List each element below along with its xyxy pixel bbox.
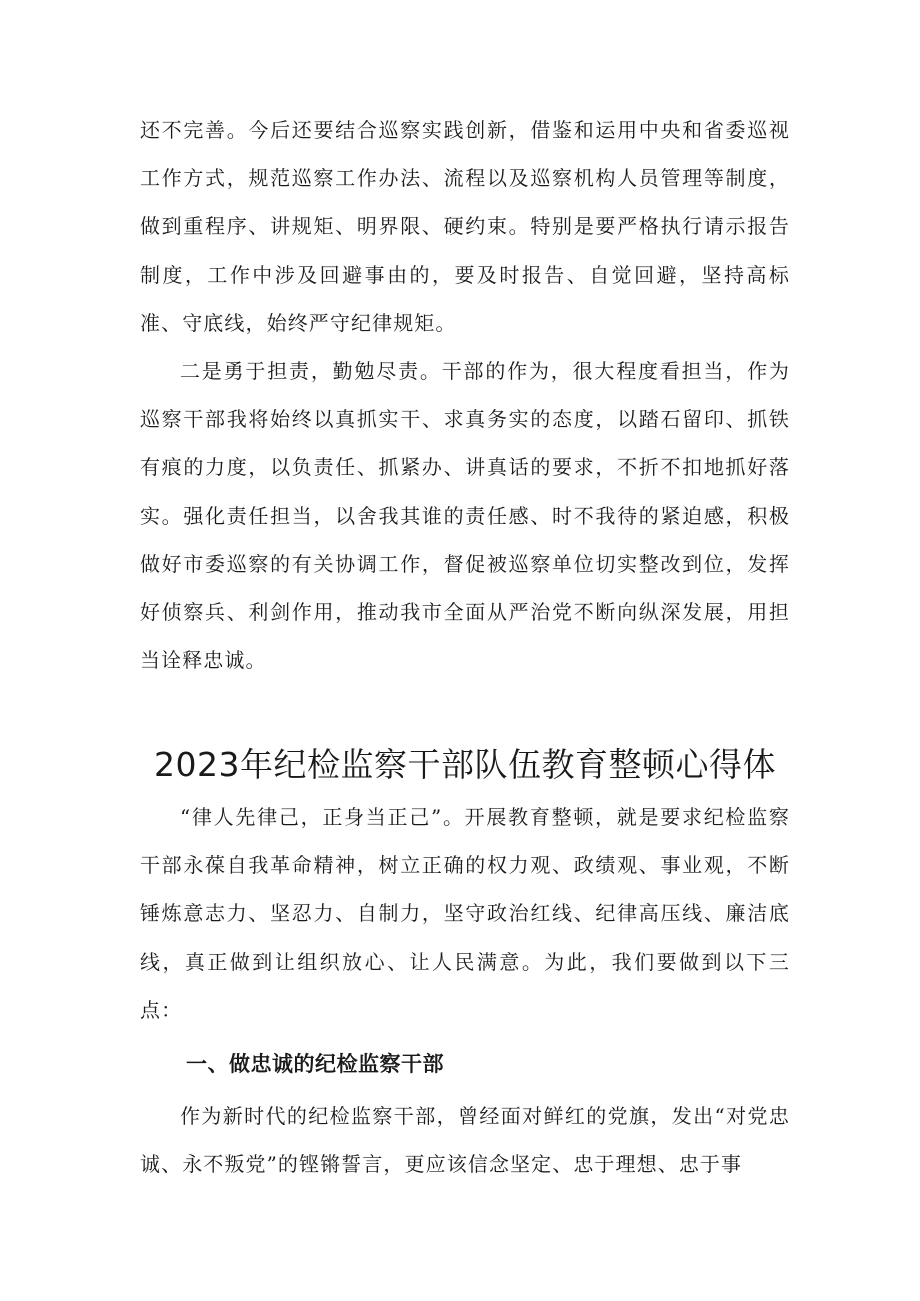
article-body [140, 793, 790, 1188]
previous-article-tail [140, 106, 790, 684]
continuation-paragraph: 还不完善。今后还要结合巡察实践创新，借鉴和运用中央和省委巡视工作方式，规范巡察工作办法、流程以及巡察机构人员管理等制度，做到重程序、讲规矩、明界限、硬约束。特别是要严格执行请示报告制度，工作中涉及回避事由的，要及时报告、自觉回避，坚持高标准、守底线，始终严守纪律规矩。 [140, 118, 790, 335]
article-title: 2023年纪检监察干部队伍教育整顿心得体 [154, 745, 776, 784]
section-one-paragraph: 作为新时代的纪检监察干部，曾经面对鲜红的党旗，发出“对党忠诚、永不叛党”的铿锵誓言，更应该信念坚定、忠于理想、忠于事 [140, 1104, 790, 1177]
point-two-paragraph: 二是勇于担责，勤勉尽责。干部的作为，很大程度看担当，作为巡察干部我将始终以真抓实干、求真务实的态度，以踏石留印、抓铁有痕的力度，以负责任、抓紧办、讲真话的要求，不折不扣地抓好落实。强化责任担当，以舍我其谁的责任感、时不我待的紧迫感，积极做好市委巡察的有关协调工作，督促被巡察单位切实整改到位，发挥好侦察兵、利剑作用，推动我市全面从严治党不断向纵深发展，用担当诠释忠诚。 [140, 359, 790, 673]
intro-paragraph: “律人先律己，正身当正己”。开展教育整顿，就是要求纪检监察干部永葆自我革命精神，树立正确的权力观、政绩观、事业观，不断锤炼意志力、坚忍力、自制力，坚守政治红线、纪律高压线、廉洁底线，真正做到让组织放心、让人民满意。为此，我们要做到以下三点： [140, 805, 790, 1022]
section-one-heading: 一、做忠诚的纪检监察干部 [186, 1052, 444, 1077]
